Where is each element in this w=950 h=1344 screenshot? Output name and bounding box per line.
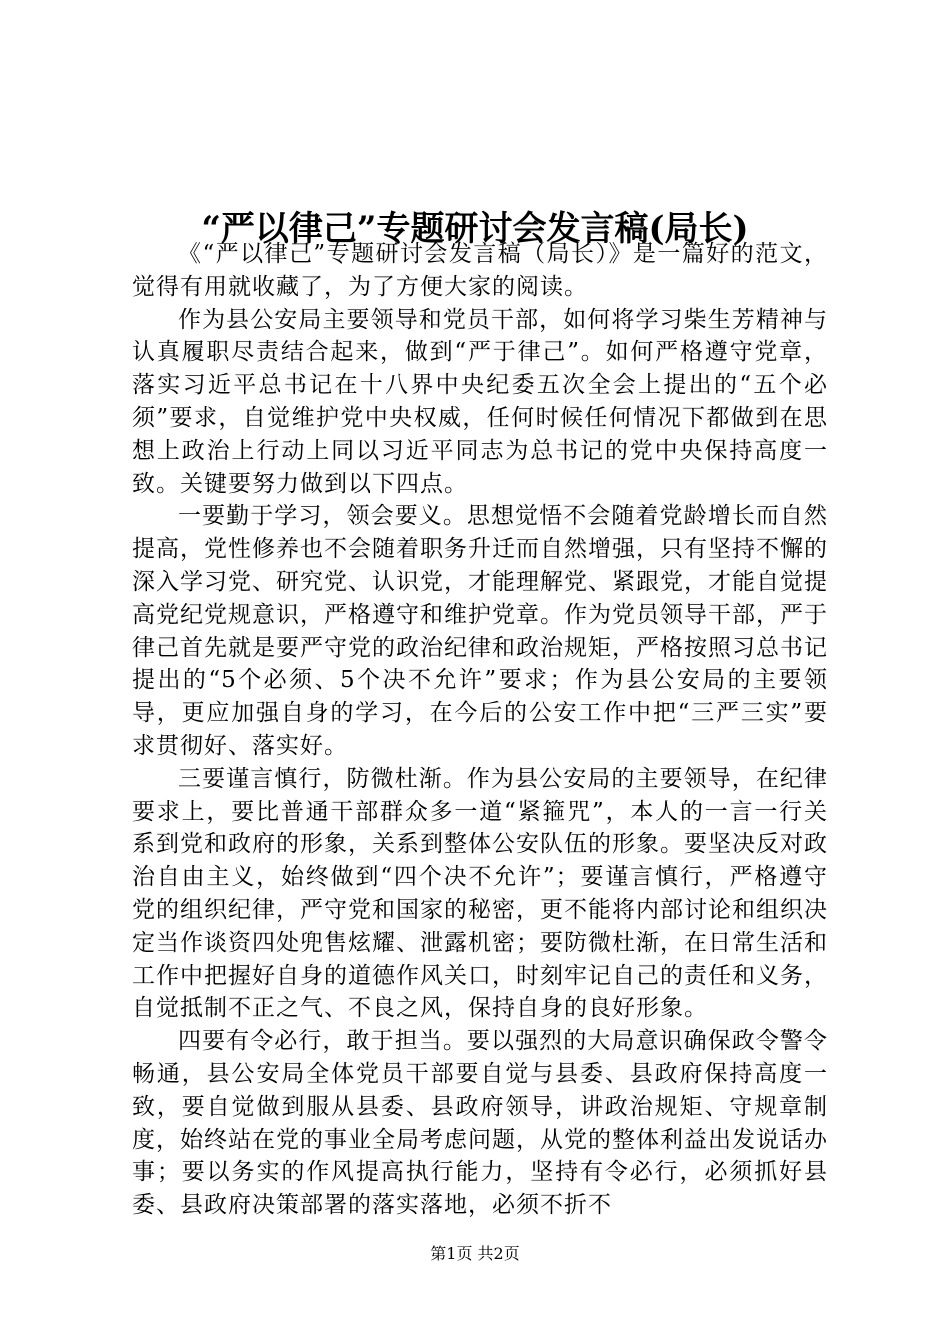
- page-number-footer: 第1页 共2页: [430, 1244, 520, 1263]
- document-title: “严以律己”专题研讨会发言稿(局长): [201, 208, 749, 249]
- paragraph-intro: 《“严以律己”专题研讨会发言稿（局长）》是一篇好的范文，觉得有用就收藏了，为了方便大家的阅读。: [132, 241, 828, 300]
- paragraph-point-three: 三要谨言慎行，防微杜渐。作为县公安局的主要领导，在纪律要求上，要比普通干部群众多一道“紧箍咒”，本人的一言一行关系到党和政府的形象，关系到整体公安队伍的形象。要坚决反对政治自由主义，始终做到“四个决不允许”；要谨言慎行，严格遵守党的组织纪律，严守党和国家的秘密，更不能将内部讨论和组织决定当作谈资四处兜售炫耀、泄露机密；要防微杜渐，在日常生活和工作中把握好自身的道德作风关口，时刻牢记自己的责任和义务，自觉抵制不正之气、不良之风，保持自身的良好形象。: [132, 765, 828, 1022]
- paragraph-point-four: 四要有令必行，敢于担当。要以强烈的大局意识确保政令警令畅通，县公安局全体党员干部要自觉与县委、县政府保持高度一致，要自觉做到服从县委、县政府领导，讲政治规矩、守规章制度，始终站在党的事业全局考虑问题，从党的整体利益出发说话办事；要以务实的作风提高执行能力，坚持有令必行，必须抓好县委、县政府决策部署的落实落地，必须不折不: [132, 1028, 828, 1219]
- paragraph-point-one: 一要勤于学习，领会要义。思想觉悟不会随着党龄增长而自然提高，党性修养也不会随着职务升迁而自然增强，只有坚持不懈的深入学习党、研究党、认识党，才能理解党、紧跟党，才能自觉提高党纪党规意识，严格遵守和维护党章。作为党员领导干部，严于律己首先就是要严守党的政治纪律和政治规矩，严格按照习总书记提出的“5个必须、5个决不允许”要求；作为县公安局的主要领导，更应加强自身的学习，在今后的公安工作中把“三严三实”要求贯彻好、落实好。: [132, 503, 828, 759]
- document-body: [132, 238, 828, 1222]
- paragraph-overview: 作为县公安局主要领导和党员干部，如何将学习柴生芳精神与认真履职尽责结合起来，做到“严于律己”。如何严格遵守党章，落实习近平总书记在十八界中央纪委五次全会上提出的“五个必须”要求，自觉维护党中央权威，任何时候任何情况下都做到在思想上政治上行动上同以习近平同志为总书记的党中央保持高度一致。关键要努力做到以下四点。: [132, 306, 828, 497]
